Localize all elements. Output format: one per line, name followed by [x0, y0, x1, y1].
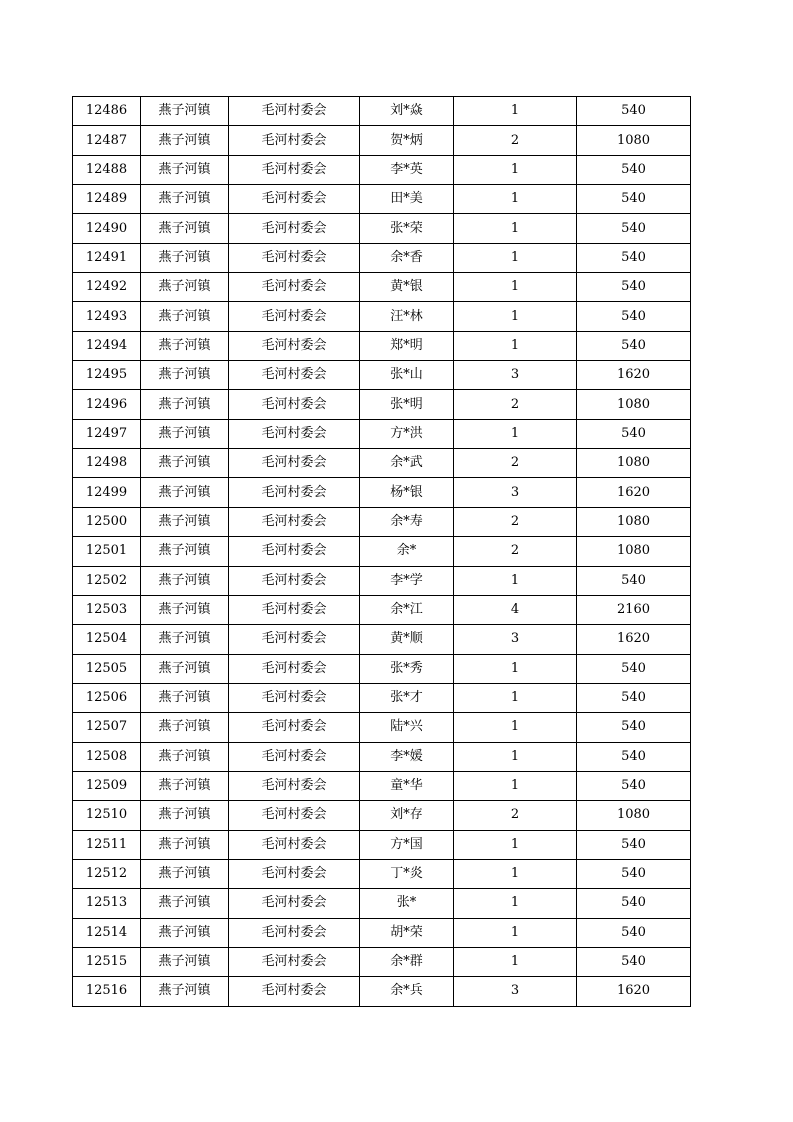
serial-cell: 12504 [73, 625, 141, 654]
table-row [73, 625, 691, 654]
village-cell: 毛河村委会 [229, 331, 360, 360]
count-cell: 1 [454, 859, 577, 888]
name-cell: 黄*银 [360, 273, 454, 302]
village-cell: 毛河村委会 [229, 859, 360, 888]
serial-cell: 12489 [73, 185, 141, 214]
count-cell: 3 [454, 478, 577, 507]
village-cell: 毛河村委会 [229, 566, 360, 595]
count-cell: 1 [454, 918, 577, 947]
name-cell: 余* [360, 537, 454, 566]
village-cell: 毛河村委会 [229, 214, 360, 243]
count-cell: 1 [454, 243, 577, 272]
name-cell: 张* [360, 889, 454, 918]
village-cell: 毛河村委会 [229, 243, 360, 272]
serial-cell: 12514 [73, 918, 141, 947]
town-cell: 燕子河镇 [141, 97, 229, 126]
village-cell: 毛河村委会 [229, 126, 360, 155]
amount-cell: 1080 [577, 537, 691, 566]
serial-cell: 12486 [73, 97, 141, 126]
table-row [73, 273, 691, 302]
serial-cell: 12498 [73, 449, 141, 478]
count-cell: 3 [454, 625, 577, 654]
name-cell: 余*香 [360, 243, 454, 272]
amount-cell: 1620 [577, 361, 691, 390]
town-cell: 燕子河镇 [141, 302, 229, 331]
serial-cell: 12492 [73, 273, 141, 302]
village-cell: 毛河村委会 [229, 507, 360, 536]
amount-cell: 540 [577, 830, 691, 859]
count-cell: 1 [454, 947, 577, 976]
data-table [72, 96, 691, 1007]
amount-cell: 540 [577, 742, 691, 771]
count-cell: 1 [454, 654, 577, 683]
amount-cell: 540 [577, 713, 691, 742]
serial-cell: 12493 [73, 302, 141, 331]
village-cell: 毛河村委会 [229, 419, 360, 448]
village-cell: 毛河村委会 [229, 742, 360, 771]
table-row [73, 801, 691, 830]
town-cell: 燕子河镇 [141, 449, 229, 478]
village-cell: 毛河村委会 [229, 625, 360, 654]
village-cell: 毛河村委会 [229, 889, 360, 918]
serial-cell: 12511 [73, 830, 141, 859]
serial-cell: 12515 [73, 947, 141, 976]
table-body [73, 97, 691, 1007]
serial-cell: 12487 [73, 126, 141, 155]
village-cell: 毛河村委会 [229, 977, 360, 1006]
amount-cell: 1080 [577, 801, 691, 830]
table-row [73, 390, 691, 419]
name-cell: 方*国 [360, 830, 454, 859]
name-cell: 胡*荣 [360, 918, 454, 947]
name-cell: 丁*炎 [360, 859, 454, 888]
amount-cell: 540 [577, 771, 691, 800]
village-cell: 毛河村委会 [229, 713, 360, 742]
town-cell: 燕子河镇 [141, 243, 229, 272]
name-cell: 方*洪 [360, 419, 454, 448]
name-cell: 张*明 [360, 390, 454, 419]
town-cell: 燕子河镇 [141, 595, 229, 624]
serial-cell: 12490 [73, 214, 141, 243]
town-cell: 燕子河镇 [141, 742, 229, 771]
town-cell: 燕子河镇 [141, 419, 229, 448]
table-row [73, 97, 691, 126]
table-row [73, 977, 691, 1006]
table-row [73, 302, 691, 331]
count-cell: 1 [454, 683, 577, 712]
village-cell: 毛河村委会 [229, 683, 360, 712]
count-cell: 1 [454, 273, 577, 302]
serial-cell: 12500 [73, 507, 141, 536]
table-row [73, 243, 691, 272]
amount-cell: 540 [577, 273, 691, 302]
table-row [73, 889, 691, 918]
amount-cell: 540 [577, 654, 691, 683]
table-row [73, 654, 691, 683]
town-cell: 燕子河镇 [141, 918, 229, 947]
table-row [73, 419, 691, 448]
amount-cell: 2160 [577, 595, 691, 624]
table-row [73, 507, 691, 536]
table-row [73, 537, 691, 566]
amount-cell: 1080 [577, 390, 691, 419]
amount-cell: 540 [577, 331, 691, 360]
serial-cell: 12502 [73, 566, 141, 595]
table-row [73, 185, 691, 214]
count-cell: 1 [454, 185, 577, 214]
count-cell: 1 [454, 566, 577, 595]
name-cell: 张*才 [360, 683, 454, 712]
table-row [73, 771, 691, 800]
serial-cell: 12505 [73, 654, 141, 683]
town-cell: 燕子河镇 [141, 185, 229, 214]
town-cell: 燕子河镇 [141, 214, 229, 243]
village-cell: 毛河村委会 [229, 185, 360, 214]
count-cell: 1 [454, 331, 577, 360]
amount-cell: 1620 [577, 478, 691, 507]
table-row [73, 947, 691, 976]
town-cell: 燕子河镇 [141, 390, 229, 419]
table-row [73, 859, 691, 888]
count-cell: 2 [454, 126, 577, 155]
serial-cell: 12494 [73, 331, 141, 360]
town-cell: 燕子河镇 [141, 830, 229, 859]
name-cell: 刘*焱 [360, 97, 454, 126]
amount-cell: 540 [577, 302, 691, 331]
amount-cell: 540 [577, 566, 691, 595]
amount-cell: 540 [577, 859, 691, 888]
table-row [73, 918, 691, 947]
count-cell: 1 [454, 742, 577, 771]
amount-cell: 1080 [577, 507, 691, 536]
name-cell: 余*兵 [360, 977, 454, 1006]
table-row [73, 155, 691, 184]
name-cell: 余*江 [360, 595, 454, 624]
table-row [73, 742, 691, 771]
serial-cell: 12495 [73, 361, 141, 390]
count-cell: 1 [454, 419, 577, 448]
town-cell: 燕子河镇 [141, 654, 229, 683]
amount-cell: 540 [577, 243, 691, 272]
town-cell: 燕子河镇 [141, 155, 229, 184]
town-cell: 燕子河镇 [141, 889, 229, 918]
count-cell: 2 [454, 390, 577, 419]
table-row [73, 713, 691, 742]
amount-cell: 1620 [577, 625, 691, 654]
name-cell: 刘*存 [360, 801, 454, 830]
serial-cell: 12513 [73, 889, 141, 918]
name-cell: 李*学 [360, 566, 454, 595]
name-cell: 李*媛 [360, 742, 454, 771]
count-cell: 4 [454, 595, 577, 624]
village-cell: 毛河村委会 [229, 361, 360, 390]
village-cell: 毛河村委会 [229, 830, 360, 859]
name-cell: 陆*兴 [360, 713, 454, 742]
serial-cell: 12491 [73, 243, 141, 272]
table-row [73, 449, 691, 478]
serial-cell: 12506 [73, 683, 141, 712]
serial-cell: 12501 [73, 537, 141, 566]
village-cell: 毛河村委会 [229, 302, 360, 331]
name-cell: 余*寿 [360, 507, 454, 536]
count-cell: 1 [454, 771, 577, 800]
amount-cell: 540 [577, 214, 691, 243]
serial-cell: 12499 [73, 478, 141, 507]
village-cell: 毛河村委会 [229, 390, 360, 419]
count-cell: 1 [454, 155, 577, 184]
count-cell: 3 [454, 361, 577, 390]
count-cell: 3 [454, 977, 577, 1006]
village-cell: 毛河村委会 [229, 771, 360, 800]
serial-cell: 12510 [73, 801, 141, 830]
table-row [73, 126, 691, 155]
amount-cell: 540 [577, 185, 691, 214]
serial-cell: 12507 [73, 713, 141, 742]
table-row [73, 595, 691, 624]
town-cell: 燕子河镇 [141, 361, 229, 390]
town-cell: 燕子河镇 [141, 537, 229, 566]
count-cell: 1 [454, 889, 577, 918]
name-cell: 汪*林 [360, 302, 454, 331]
town-cell: 燕子河镇 [141, 478, 229, 507]
town-cell: 燕子河镇 [141, 771, 229, 800]
amount-cell: 540 [577, 97, 691, 126]
amount-cell: 540 [577, 918, 691, 947]
count-cell: 1 [454, 713, 577, 742]
town-cell: 燕子河镇 [141, 507, 229, 536]
serial-cell: 12488 [73, 155, 141, 184]
town-cell: 燕子河镇 [141, 713, 229, 742]
amount-cell: 540 [577, 683, 691, 712]
table-row [73, 478, 691, 507]
town-cell: 燕子河镇 [141, 859, 229, 888]
village-cell: 毛河村委会 [229, 918, 360, 947]
village-cell: 毛河村委会 [229, 801, 360, 830]
town-cell: 燕子河镇 [141, 947, 229, 976]
count-cell: 2 [454, 537, 577, 566]
village-cell: 毛河村委会 [229, 537, 360, 566]
amount-cell: 540 [577, 947, 691, 976]
village-cell: 毛河村委会 [229, 654, 360, 683]
town-cell: 燕子河镇 [141, 977, 229, 1006]
serial-cell: 12503 [73, 595, 141, 624]
name-cell: 贺*炳 [360, 126, 454, 155]
town-cell: 燕子河镇 [141, 801, 229, 830]
serial-cell: 12512 [73, 859, 141, 888]
name-cell: 张*荣 [360, 214, 454, 243]
village-cell: 毛河村委会 [229, 947, 360, 976]
amount-cell: 540 [577, 155, 691, 184]
village-cell: 毛河村委会 [229, 97, 360, 126]
town-cell: 燕子河镇 [141, 126, 229, 155]
count-cell: 1 [454, 214, 577, 243]
amount-cell: 1620 [577, 977, 691, 1006]
name-cell: 黄*顺 [360, 625, 454, 654]
name-cell: 张*山 [360, 361, 454, 390]
table-row [73, 683, 691, 712]
name-cell: 余*群 [360, 947, 454, 976]
amount-cell: 540 [577, 419, 691, 448]
village-cell: 毛河村委会 [229, 449, 360, 478]
name-cell: 余*武 [360, 449, 454, 478]
town-cell: 燕子河镇 [141, 331, 229, 360]
amount-cell: 1080 [577, 126, 691, 155]
name-cell: 童*华 [360, 771, 454, 800]
village-cell: 毛河村委会 [229, 155, 360, 184]
table-row [73, 331, 691, 360]
name-cell: 田*美 [360, 185, 454, 214]
town-cell: 燕子河镇 [141, 566, 229, 595]
town-cell: 燕子河镇 [141, 273, 229, 302]
village-cell: 毛河村委会 [229, 273, 360, 302]
amount-cell: 540 [577, 889, 691, 918]
amount-cell: 1080 [577, 449, 691, 478]
serial-cell: 12508 [73, 742, 141, 771]
village-cell: 毛河村委会 [229, 478, 360, 507]
town-cell: 燕子河镇 [141, 683, 229, 712]
table-row [73, 361, 691, 390]
name-cell: 杨*银 [360, 478, 454, 507]
village-cell: 毛河村委会 [229, 595, 360, 624]
table-row [73, 214, 691, 243]
count-cell: 2 [454, 449, 577, 478]
name-cell: 李*英 [360, 155, 454, 184]
name-cell: 郑*明 [360, 331, 454, 360]
name-cell: 张*秀 [360, 654, 454, 683]
count-cell: 1 [454, 302, 577, 331]
table-row [73, 566, 691, 595]
serial-cell: 12497 [73, 419, 141, 448]
serial-cell: 12496 [73, 390, 141, 419]
table-row [73, 830, 691, 859]
serial-cell: 12509 [73, 771, 141, 800]
count-cell: 1 [454, 97, 577, 126]
town-cell: 燕子河镇 [141, 625, 229, 654]
count-cell: 1 [454, 830, 577, 859]
count-cell: 2 [454, 507, 577, 536]
count-cell: 2 [454, 801, 577, 830]
serial-cell: 12516 [73, 977, 141, 1006]
